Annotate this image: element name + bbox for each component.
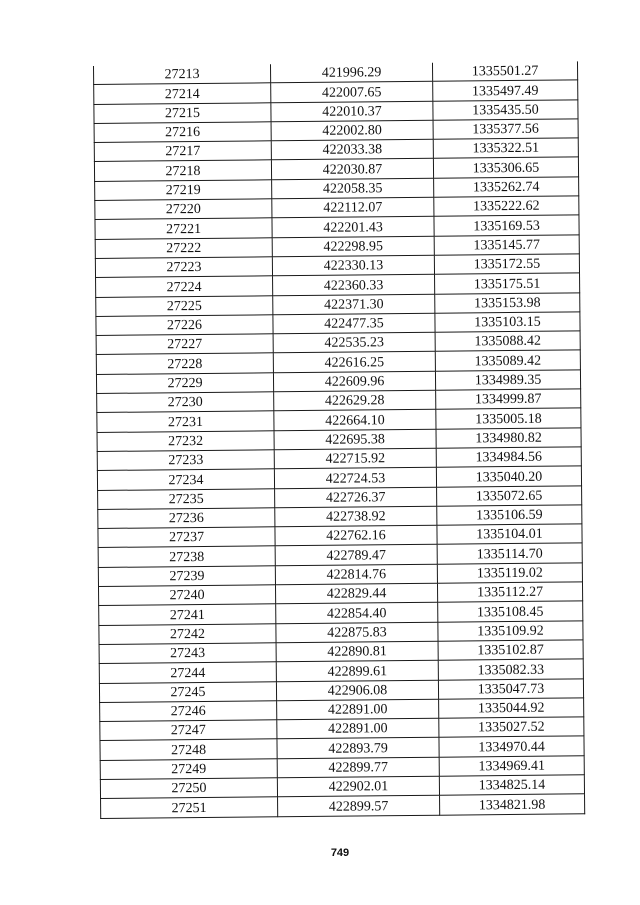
x-coordinate-cell: 422875.83 [276, 622, 438, 643]
x-coordinate-cell: 422891.00 [277, 718, 439, 739]
point-id-cell: 27247 [100, 720, 277, 741]
point-id-cell: 27251 [101, 797, 278, 818]
point-id-cell: 27236 [98, 508, 275, 529]
point-id-cell: 27216 [94, 122, 271, 143]
x-coordinate-cell: 422298.95 [272, 236, 434, 257]
point-id-cell: 27238 [98, 546, 275, 567]
point-id-cell: 27218 [94, 160, 271, 181]
point-id-cell: 27232 [97, 430, 274, 451]
point-id-cell: 27225 [96, 295, 273, 316]
point-id-cell: 27227 [96, 334, 273, 355]
point-id-cell: 27223 [95, 257, 272, 278]
x-coordinate-cell: 422890.81 [276, 641, 438, 662]
y-coordinate-cell: 1335497.49 [433, 80, 578, 101]
x-coordinate-cell: 422002.80 [271, 120, 433, 141]
point-id-cell: 27241 [99, 604, 276, 625]
y-coordinate-cell: 1335108.45 [438, 601, 583, 622]
y-coordinate-cell: 1335103.15 [435, 312, 580, 333]
y-coordinate-cell: 1335005.18 [436, 408, 581, 429]
point-id-cell: 27219 [95, 180, 272, 201]
x-coordinate-cell: 422899.61 [276, 660, 438, 681]
page-number: 749 [330, 847, 350, 859]
y-coordinate-cell: 1335104.01 [437, 524, 582, 545]
y-coordinate-cell: 1335175.51 [435, 273, 580, 294]
y-coordinate-cell: 1335153.98 [435, 292, 580, 313]
y-coordinate-cell: 1334984.56 [436, 447, 581, 468]
point-id-cell: 27234 [97, 469, 274, 490]
point-id-cell: 27229 [96, 373, 273, 394]
x-coordinate-cell: 422330.13 [272, 255, 434, 276]
x-coordinate-cell: 422616.25 [273, 352, 435, 373]
x-coordinate-cell: 422715.92 [274, 448, 436, 469]
point-id-cell: 27242 [99, 623, 276, 644]
y-coordinate-cell: 1334969.41 [439, 756, 584, 777]
x-coordinate-cell: 422033.38 [271, 139, 433, 160]
x-coordinate-cell: 422664.10 [274, 410, 436, 431]
y-coordinate-cell: 1335109.92 [438, 620, 583, 641]
x-coordinate-cell: 422854.40 [276, 603, 438, 624]
point-id-cell: 27222 [95, 237, 272, 258]
x-coordinate-cell: 421996.29 [270, 63, 432, 83]
x-coordinate-cell: 422902.01 [277, 776, 439, 797]
y-coordinate-cell: 1335114.70 [437, 543, 582, 564]
x-coordinate-cell: 422829.44 [275, 583, 437, 604]
y-coordinate-cell: 1334821.98 [440, 794, 585, 815]
x-coordinate-cell: 422477.35 [273, 313, 435, 334]
point-id-cell: 27240 [98, 585, 275, 606]
y-coordinate-cell: 1335027.52 [439, 717, 584, 738]
table-row [101, 794, 585, 818]
x-coordinate-cell: 422724.53 [274, 467, 436, 488]
y-coordinate-cell: 1335169.53 [434, 215, 579, 236]
point-id-cell: 27213 [93, 64, 270, 84]
x-coordinate-cell: 422899.77 [277, 757, 439, 778]
x-coordinate-cell: 422695.38 [274, 429, 436, 450]
y-coordinate-cell: 1335322.51 [433, 138, 578, 159]
x-coordinate-cell: 422893.79 [277, 738, 439, 759]
point-id-cell: 27221 [95, 218, 272, 239]
x-coordinate-cell: 422030.87 [271, 159, 433, 180]
y-coordinate-cell: 1335172.55 [434, 254, 579, 275]
y-coordinate-cell: 1335089.42 [435, 350, 580, 371]
x-coordinate-cell: 422535.23 [273, 332, 435, 353]
y-coordinate-cell: 1335040.20 [436, 466, 581, 487]
y-coordinate-cell: 1335082.33 [438, 659, 583, 680]
point-id-cell: 27224 [96, 276, 273, 297]
x-coordinate-cell: 422112.07 [272, 197, 434, 218]
point-id-cell: 27249 [100, 758, 277, 779]
coordinates-table-body [93, 61, 584, 818]
y-coordinate-cell: 1335377.56 [433, 119, 578, 140]
x-coordinate-cell: 422891.00 [277, 699, 439, 720]
x-coordinate-cell: 422010.37 [271, 101, 433, 122]
point-id-cell: 27214 [94, 83, 271, 104]
x-coordinate-cell: 422201.43 [272, 217, 434, 238]
y-coordinate-cell: 1335435.50 [433, 99, 578, 120]
x-coordinate-cell: 422814.76 [275, 564, 437, 585]
y-coordinate-cell: 1335501.27 [432, 61, 577, 81]
x-coordinate-cell: 422629.28 [274, 390, 436, 411]
y-coordinate-cell: 1334970.44 [439, 736, 584, 757]
x-coordinate-cell: 422360.33 [273, 274, 435, 295]
y-coordinate-cell: 1334999.87 [436, 389, 581, 410]
y-coordinate-cell: 1335306.65 [433, 157, 578, 178]
y-coordinate-cell: 1335262.74 [434, 177, 579, 198]
y-coordinate-cell: 1335088.42 [435, 331, 580, 352]
point-id-cell: 27226 [96, 315, 273, 336]
point-id-cell: 27235 [98, 488, 275, 509]
y-coordinate-cell: 1335106.59 [437, 505, 582, 526]
y-coordinate-cell: 1334980.82 [436, 427, 581, 448]
x-coordinate-cell: 422789.47 [275, 545, 437, 566]
x-coordinate-cell: 422726.37 [275, 487, 437, 508]
x-coordinate-cell: 422906.08 [276, 680, 438, 701]
point-id-cell: 27239 [98, 565, 275, 586]
point-id-cell: 27220 [95, 199, 272, 220]
y-coordinate-cell: 1335112.27 [437, 582, 582, 603]
point-id-cell: 27230 [97, 392, 274, 413]
x-coordinate-cell: 422371.30 [273, 294, 435, 315]
point-id-cell: 27250 [100, 778, 277, 799]
y-coordinate-cell: 1335047.73 [438, 678, 583, 699]
point-id-cell: 27233 [97, 450, 274, 471]
x-coordinate-cell: 422762.16 [275, 525, 437, 546]
y-coordinate-cell: 1334989.35 [435, 370, 580, 391]
x-coordinate-cell: 422058.35 [272, 178, 434, 199]
x-coordinate-cell: 422899.57 [278, 795, 440, 816]
point-id-cell: 27243 [99, 643, 276, 664]
y-coordinate-cell: 1335072.65 [437, 485, 582, 506]
y-coordinate-cell: 1335119.02 [437, 563, 582, 584]
point-id-cell: 27244 [99, 662, 276, 683]
y-coordinate-cell: 1335145.77 [434, 235, 579, 256]
y-coordinate-cell: 1335222.62 [434, 196, 579, 217]
y-coordinate-cell: 1335044.92 [439, 698, 584, 719]
x-coordinate-cell: 422609.96 [273, 371, 435, 392]
point-id-cell: 27248 [100, 739, 277, 760]
x-coordinate-cell: 422738.92 [275, 506, 437, 527]
point-id-cell: 27215 [94, 102, 271, 123]
point-id-cell: 27231 [97, 411, 274, 432]
coordinates-table [93, 61, 585, 818]
point-id-cell: 27228 [96, 353, 273, 374]
point-id-cell: 27217 [94, 141, 271, 162]
point-id-cell: 27237 [98, 527, 275, 548]
y-coordinate-cell: 1334825.14 [439, 775, 584, 796]
point-id-cell: 27246 [100, 701, 277, 722]
point-id-cell: 27245 [99, 681, 276, 702]
x-coordinate-cell: 422007.65 [271, 82, 433, 103]
y-coordinate-cell: 1335102.87 [438, 640, 583, 661]
